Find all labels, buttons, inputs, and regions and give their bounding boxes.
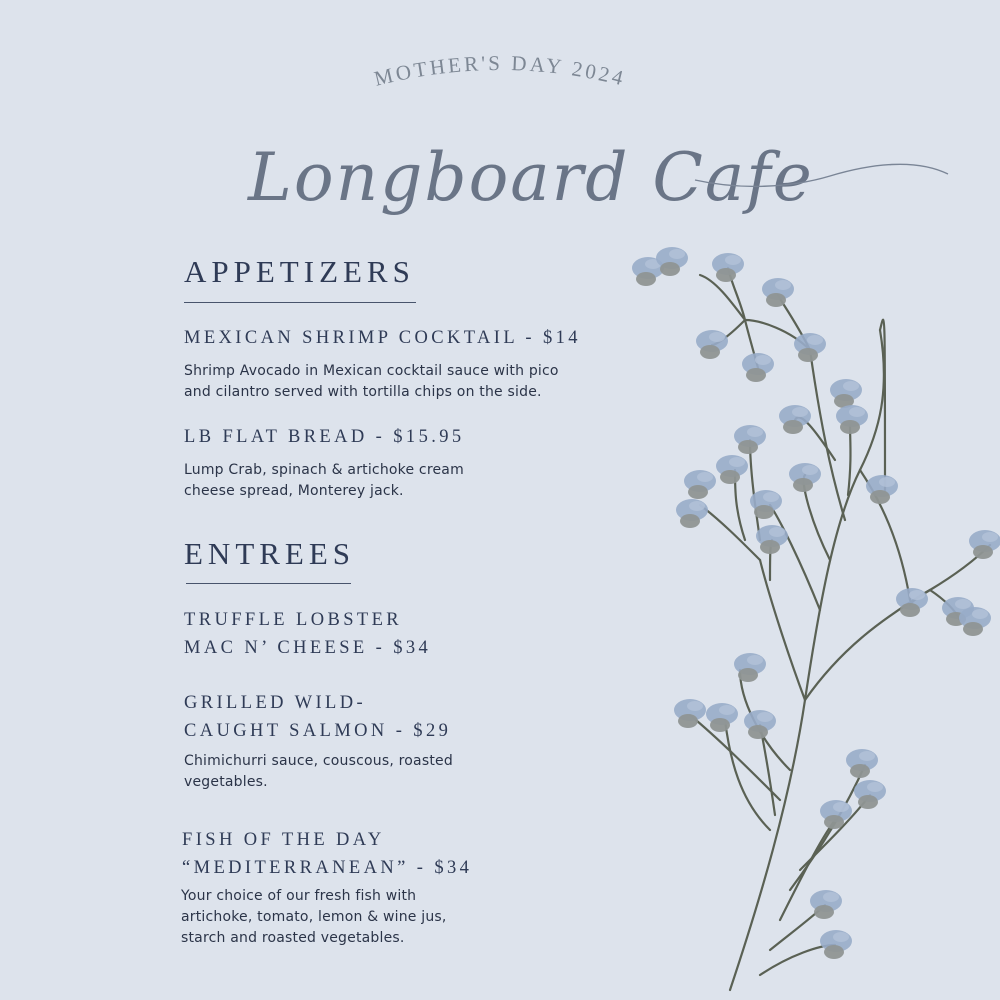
event-subtitle-text: MOTHER'S DAY 2024: [371, 50, 629, 91]
flower-stem: [760, 725, 775, 815]
flower-bloom: [762, 278, 794, 307]
section-appetizers-heading: APPETIZERS: [184, 254, 415, 289]
flower-bloom: [830, 379, 862, 408]
svg-text:MOTHER'S DAY 2024: [372, 51, 629, 91]
flower-bloom: [959, 607, 991, 636]
item-fish-of-the-day-name: FISH OF THE DAY “MEDITERRANEAN” - $34: [182, 830, 473, 878]
flower-bloom: [789, 463, 821, 492]
flower-bloom: [712, 253, 744, 282]
flower-bloom: [836, 405, 868, 434]
appetizers-divider: [184, 302, 416, 303]
item-lb-flat-bread-name: LB FLAT BREAD - $15.95: [184, 427, 465, 447]
item-grilled-salmon-description: Chimichurri sauce, couscous, roasted vegetables.: [184, 753, 453, 790]
flower-bloom: [756, 525, 788, 554]
flower-stem: [848, 425, 851, 495]
flower-bloom: [896, 588, 928, 617]
flower-bloom: [742, 353, 774, 382]
item-fish-of-the-day-description: Your choice of our fresh fish with artichoke, tomato, lemon & wine jus, starch and roasted vegetables.: [181, 888, 447, 946]
flower-stem: [790, 765, 865, 890]
flower-stem: [760, 560, 805, 700]
flower-bloom: [676, 499, 708, 528]
cafe-title: [0, 110, 1000, 230]
flower-bloom: [734, 653, 766, 682]
flower-bloom: [810, 890, 842, 919]
item-mexican-shrimp-cocktail-description: Shrimp Avocado in Mexican cocktail sauce with pico and cilantro served with tortilla chips on the side.: [184, 363, 559, 400]
flower-bloom: [706, 703, 738, 732]
flower-bloom: [846, 749, 878, 778]
flower-bloom: [734, 425, 766, 454]
flower-stem: [810, 350, 845, 520]
flower-bloom: [684, 470, 716, 499]
item-grilled-salmon-name: GRILLED WILD- CAUGHT SALMON - $29: [184, 693, 452, 741]
flower-stem: [750, 440, 760, 540]
item-mexican-shrimp-cocktail-name: MEXICAN SHRIMP COCKTAIL - $14: [184, 328, 581, 348]
flower-stem: [700, 505, 760, 560]
flower-bloom: [750, 490, 782, 519]
wildflower-sprig-icon: [620, 235, 1000, 1000]
item-lb-flat-bread-description: Lump Crab, spinach & artichoke cream cheese spread, Monterey jack.: [184, 462, 464, 499]
item-truffle-lobster-name: TRUFFLE LOBSTER MAC N’ CHEESE - $34: [184, 610, 432, 658]
flower-bloom: [820, 930, 852, 959]
section-entrees-heading: ENTREES: [184, 536, 356, 571]
flower-bloom: [779, 405, 811, 434]
cafe-title-text: Longboard Cafe: [248, 139, 814, 216]
flower-bloom: [716, 455, 748, 484]
flower-bloom: [794, 333, 826, 362]
flower-bloom: [820, 800, 852, 829]
flower-bloom: [866, 475, 898, 504]
flower-bloom: [744, 710, 776, 739]
entrees-divider: [186, 583, 351, 584]
flower-bloom: [656, 247, 688, 276]
flower-bloom: [696, 330, 728, 359]
flower-bloom: [969, 530, 1000, 559]
flower-bloom: [854, 780, 886, 809]
